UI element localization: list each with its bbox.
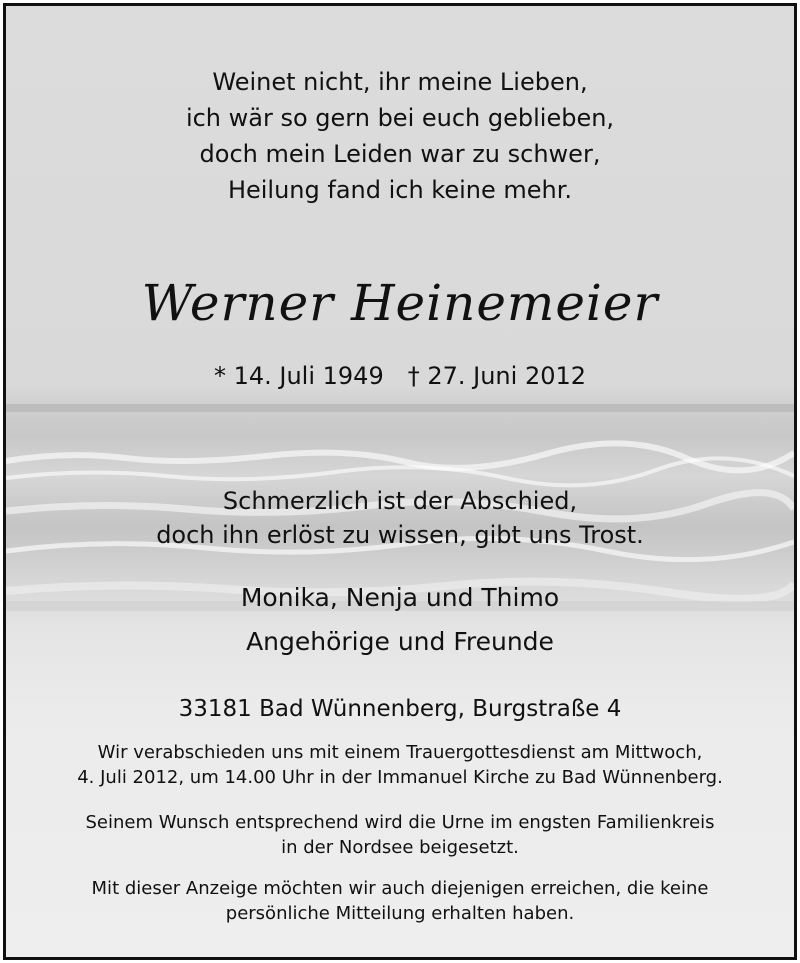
obituary-card <box>3 3 797 960</box>
mourners-line: Monika, Nenja und Thimo <box>240 583 560 612</box>
service-line: Wir verabschieden uns mit einem Trauergottesdienst am Mittwoch, <box>97 742 703 763</box>
service-line: 4. Juli 2012, um 14.00 Uhr in der Immanuel Kirche zu Bad Wünnenberg. <box>77 767 723 788</box>
birth-date: * 14. Juli 1949 <box>213 362 384 390</box>
address: 33181 Bad Wünnenberg, Burgstraße 4 <box>178 696 622 722</box>
poem-line: doch mein Leiden war zu schwer, <box>199 140 601 168</box>
notice-line: Mit dieser Anzeige möchten wir auch diejenigen erreichen, die keine <box>91 878 709 899</box>
life-dates <box>6 362 794 390</box>
deceased-name: Werner Heinemeier <box>141 274 659 332</box>
service-info <box>6 740 794 790</box>
notice-info <box>6 876 794 926</box>
poem-line: Heilung fand ich keine mehr. <box>227 176 573 204</box>
urn-line: Seinem Wunsch entsprechend wird die Urne im engsten Familienkreis <box>85 812 715 833</box>
death-date: † 27. Juni 2012 <box>407 362 587 390</box>
urn-info <box>6 810 794 860</box>
mourners-line: Angehörige und Freunde <box>246 627 554 656</box>
mourners <box>6 576 794 664</box>
poem-line: Weinet nicht, ihr meine Lieben, <box>212 68 588 96</box>
farewell-line: Schmerzlich ist der Abschied, <box>222 487 578 515</box>
poem-line: ich wär so gern bei euch geblieben, <box>185 104 615 132</box>
poem <box>6 64 794 208</box>
notice-line: persönliche Mitteilung erhalten haben. <box>225 903 575 924</box>
farewell-line: doch ihn erlöst zu wissen, gibt uns Trost. <box>156 521 644 549</box>
urn-line: in der Nordsee beigesetzt. <box>281 837 519 858</box>
farewell-text <box>6 484 794 552</box>
